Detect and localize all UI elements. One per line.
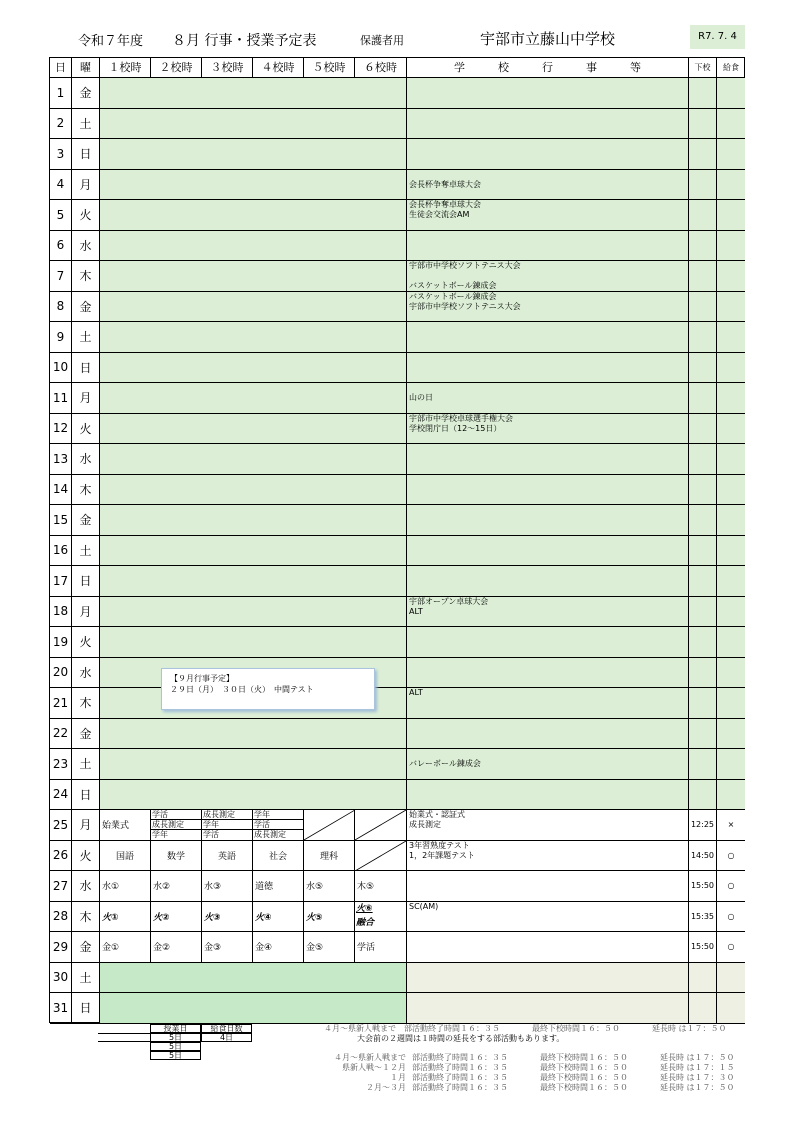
day-weekday: 木 xyxy=(72,261,100,292)
event-cell xyxy=(407,536,689,567)
lunch-mark: ○ xyxy=(717,932,745,963)
memo-body: ２９日（月） ３０日（火） 中間テスト xyxy=(170,685,314,694)
day-weekday: 金 xyxy=(72,292,100,323)
event-item: 会長杯争奪卓球大会 xyxy=(409,200,481,209)
lesson-area xyxy=(100,261,407,292)
day-number: 23 xyxy=(50,749,72,780)
lunch-mark xyxy=(717,780,745,811)
dismiss-time xyxy=(689,322,717,353)
lesson-area xyxy=(100,139,407,170)
day-weekday: 水 xyxy=(72,658,100,689)
event-cell xyxy=(407,566,689,597)
footer-lessons-value-3: 5日 xyxy=(150,1051,201,1060)
day-number: 14 xyxy=(50,475,72,506)
day-number: 10 xyxy=(50,353,72,384)
event-item: 宇部オープン卓球大会 xyxy=(409,596,489,606)
lesson-area xyxy=(100,475,407,506)
dismiss-time: 15:50 xyxy=(689,871,717,902)
event-cell xyxy=(407,383,689,414)
lunch-mark: ○ xyxy=(717,902,745,933)
period-sub-item: 成長測定 xyxy=(151,820,201,830)
period-1: 国語 xyxy=(100,841,151,872)
lunch-mark xyxy=(717,444,745,475)
dismiss-time xyxy=(689,353,717,384)
period-sub-item: 学年 xyxy=(152,830,168,839)
memo-box xyxy=(161,668,375,710)
header-day: 日 xyxy=(50,58,72,78)
lunch-mark xyxy=(717,231,745,262)
event-item: 宇部市中学校卓球選手権大会 xyxy=(409,413,513,423)
day-number: 4 xyxy=(50,170,72,201)
period-3: 水③ xyxy=(202,871,253,902)
dismiss-time xyxy=(689,414,717,445)
event-item: 宇部市中学校ソフトテニス大会 xyxy=(409,261,521,270)
event-item: 宇部市中学校ソフトテニス大会 xyxy=(409,301,521,311)
period-sub-item: 成長測定 xyxy=(202,810,252,820)
event-item xyxy=(409,383,686,393)
lunch-mark: ○ xyxy=(717,871,745,902)
lesson-area xyxy=(100,719,407,750)
day-weekday: 金 xyxy=(72,505,100,536)
lunch-mark xyxy=(717,566,745,597)
day-number: 8 xyxy=(50,292,72,323)
day-weekday: 木 xyxy=(72,688,100,719)
event-cell xyxy=(407,505,689,536)
day-number: 27 xyxy=(50,871,72,902)
dismiss-time: 12:25 xyxy=(689,810,717,841)
dismiss-time xyxy=(689,993,717,1024)
day-weekday: 月 xyxy=(72,810,100,841)
period-sub-item: 学活 xyxy=(253,820,303,830)
header-p6: ６校時 xyxy=(355,58,407,78)
event-cell xyxy=(407,871,689,902)
day-number: 29 xyxy=(50,932,72,963)
footer-rule xyxy=(98,1033,150,1042)
lunch-mark xyxy=(717,505,745,536)
dismiss-time: 15:35 xyxy=(689,902,717,933)
day-weekday: 土 xyxy=(72,749,100,780)
lesson-area xyxy=(100,414,407,445)
event-cell xyxy=(407,841,689,872)
lunch-mark xyxy=(717,322,745,353)
lunch-mark xyxy=(717,200,745,231)
dismiss-time xyxy=(689,658,717,689)
event-cell xyxy=(407,444,689,475)
lesson-area xyxy=(100,231,407,262)
day-weekday: 火 xyxy=(72,627,100,658)
day-weekday: 土 xyxy=(72,109,100,140)
period-1: 金① xyxy=(100,932,151,963)
event-cell xyxy=(407,627,689,658)
day-weekday: 日 xyxy=(72,780,100,811)
day-weekday: 木 xyxy=(72,475,100,506)
period-4: 金④ xyxy=(253,932,304,963)
event-cell xyxy=(407,658,689,689)
footer-time-4: 部活動終了時間１６：３５ 最終下校時間１６：５０ 延長時 は１７：５０ xyxy=(412,1083,735,1092)
dismiss-time xyxy=(689,963,717,994)
event-cell xyxy=(407,688,689,719)
dismiss-time xyxy=(689,231,717,262)
lesson-area xyxy=(100,383,407,414)
event-item: 1，2年課題テスト xyxy=(409,850,475,860)
day-number: 3 xyxy=(50,139,72,170)
header-p3: ３校時 xyxy=(202,58,253,78)
lunch-mark xyxy=(717,749,745,780)
dismiss-time xyxy=(689,78,717,109)
event-item: ALT xyxy=(409,606,423,616)
event-item: 成長測定 xyxy=(409,820,441,829)
event-cell xyxy=(407,963,689,994)
period-1: 火① xyxy=(100,902,151,933)
day-number: 6 xyxy=(50,231,72,262)
event-item: 山の日 xyxy=(409,393,433,402)
dismiss-time: 15:50 xyxy=(689,932,717,963)
day-number: 12 xyxy=(50,414,72,445)
lunch-mark xyxy=(717,658,745,689)
footer-period-3: １月 xyxy=(390,1073,406,1082)
footer-lessons-value: 5日 xyxy=(150,1033,201,1042)
blank-slash xyxy=(355,810,406,840)
dismiss-time xyxy=(689,566,717,597)
lesson-area xyxy=(100,292,407,323)
header-p4: ４校時 xyxy=(253,58,304,78)
event-cell xyxy=(407,109,689,140)
dismiss-time xyxy=(689,627,717,658)
period-5: 理科 xyxy=(304,841,355,872)
day-number: 9 xyxy=(50,322,72,353)
lesson-area xyxy=(100,566,407,597)
period-4: 火④ xyxy=(253,902,304,933)
lesson-area xyxy=(100,597,407,628)
lunch-mark xyxy=(717,597,745,628)
period-2 xyxy=(151,810,202,841)
event-cell xyxy=(407,200,689,231)
audience-label: 保護者用 xyxy=(360,34,404,47)
event-cell xyxy=(407,322,689,353)
day-number: 24 xyxy=(50,780,72,811)
footer-time-2: 部活動終了時間１６：３５ 最終下校時間１６：５０ 延長時 は１７：１５ xyxy=(412,1063,735,1072)
period-6 xyxy=(355,841,407,872)
event-item: 生徒会交流会AM xyxy=(409,210,470,219)
lunch-mark xyxy=(717,719,745,750)
footer-col-lessons: 授業日 xyxy=(150,1024,201,1033)
period-1: 水① xyxy=(100,871,151,902)
event-cell xyxy=(407,749,689,780)
header-p1: １校時 xyxy=(100,58,151,78)
period-4: 道徳 xyxy=(253,871,304,902)
school-name: 宇部市立藤山中学校 xyxy=(480,30,616,48)
day-number: 20 xyxy=(50,658,72,689)
period-sub-item: 学年 xyxy=(253,810,303,820)
period-3: 火③ xyxy=(202,902,253,933)
event-item: 会長杯争奪卓球大会 xyxy=(409,179,481,189)
period-sub-item: 成長測定 xyxy=(254,830,286,839)
event-cell xyxy=(407,475,689,506)
period-sub-item: 融合 xyxy=(356,917,375,928)
lunch-mark xyxy=(717,170,745,201)
footer-lessons-value-2: 5日 xyxy=(150,1042,201,1051)
period-1: 始業式 xyxy=(100,810,151,841)
header-events: 学 校 行 事 等 xyxy=(407,58,689,78)
header-lunch: 給食 xyxy=(717,58,745,78)
period-5: 火⑤ xyxy=(304,902,355,933)
lunch-mark xyxy=(717,292,745,323)
lesson-area xyxy=(100,109,407,140)
day-number: 31 xyxy=(50,993,72,1024)
dismiss-time xyxy=(689,200,717,231)
event-cell xyxy=(407,170,689,201)
period-4: 社会 xyxy=(253,841,304,872)
day-weekday: 金 xyxy=(72,719,100,750)
dismiss-time xyxy=(689,688,717,719)
lesson-area xyxy=(100,353,407,384)
schedule-table xyxy=(49,57,745,1023)
footer-col-lunch: 給食日数 xyxy=(201,1024,252,1033)
event-cell xyxy=(407,78,689,109)
lunch-mark xyxy=(717,383,745,414)
day-number: 13 xyxy=(50,444,72,475)
dismiss-time xyxy=(689,292,717,323)
dismiss-time xyxy=(689,505,717,536)
lesson-area xyxy=(100,444,407,475)
event-item: バスケットボール錬成会 xyxy=(409,291,497,301)
period-sub-item: 学活 xyxy=(203,830,219,839)
fiscal-year: 令和７年度 xyxy=(78,34,144,49)
header-p5: ５校時 xyxy=(304,58,355,78)
lunch-mark xyxy=(717,536,745,567)
lunch-mark: × xyxy=(717,810,745,841)
lunch-mark: ○ xyxy=(717,841,745,872)
lunch-mark xyxy=(717,353,745,384)
day-number: 16 xyxy=(50,536,72,567)
period-2: 火② xyxy=(151,902,202,933)
blank-slash xyxy=(355,841,406,871)
day-number: 28 xyxy=(50,902,72,933)
day-weekday: 土 xyxy=(72,963,100,994)
period-3: 金③ xyxy=(202,932,253,963)
day-weekday: 日 xyxy=(72,139,100,170)
event-cell xyxy=(407,597,689,628)
day-number: 1 xyxy=(50,78,72,109)
dismiss-time xyxy=(689,261,717,292)
lunch-mark xyxy=(717,688,745,719)
period-sub-item: 学活 xyxy=(151,810,201,820)
footer-period-1: ４月～県新人戦まで xyxy=(334,1053,406,1062)
blank-slash xyxy=(304,810,355,840)
day-weekday: 月 xyxy=(72,170,100,201)
period-5: 金⑤ xyxy=(304,932,355,963)
day-weekday: 水 xyxy=(72,444,100,475)
event-item: バスケットボール錬成会 xyxy=(409,281,497,290)
header-dismiss: 下校 xyxy=(689,58,717,78)
lunch-mark xyxy=(717,475,745,506)
revision-date: R7. 7. 4 xyxy=(690,25,745,49)
period-6: 学活 xyxy=(355,932,407,963)
header-weekday: 曜 xyxy=(72,58,100,78)
lesson-area xyxy=(100,749,407,780)
event-cell xyxy=(407,414,689,445)
footer-period-2: 県新人戦～１２月 xyxy=(342,1063,406,1072)
day-weekday: 水 xyxy=(72,231,100,262)
memo-title: 【９月行事予定】 xyxy=(170,674,234,683)
lunch-mark xyxy=(717,627,745,658)
lesson-area xyxy=(100,993,407,1024)
event-item xyxy=(409,271,686,281)
period-2: 数学 xyxy=(151,841,202,872)
lesson-area xyxy=(100,505,407,536)
day-weekday: 水 xyxy=(72,871,100,902)
lesson-area xyxy=(100,627,407,658)
event-item xyxy=(409,749,686,759)
header-p2: ２校時 xyxy=(151,58,202,78)
day-number: 19 xyxy=(50,627,72,658)
event-cell xyxy=(407,719,689,750)
event-item: 始業式・認証式 xyxy=(409,810,465,819)
lunch-mark xyxy=(717,261,745,292)
event-cell xyxy=(407,810,689,841)
day-weekday: 日 xyxy=(72,353,100,384)
period-6 xyxy=(355,810,407,841)
lunch-mark xyxy=(717,993,745,1024)
day-number: 30 xyxy=(50,963,72,994)
day-weekday: 金 xyxy=(72,932,100,963)
day-number: 25 xyxy=(50,810,72,841)
lesson-area xyxy=(100,200,407,231)
event-cell xyxy=(407,139,689,170)
event-cell xyxy=(407,261,689,292)
day-weekday: 火 xyxy=(72,841,100,872)
day-number: 15 xyxy=(50,505,72,536)
event-item: 3年習熟度テスト xyxy=(409,840,470,850)
dismiss-time xyxy=(689,444,717,475)
day-weekday: 月 xyxy=(72,597,100,628)
dismiss-time xyxy=(689,780,717,811)
day-number: 21 xyxy=(50,688,72,719)
lunch-mark xyxy=(717,139,745,170)
period-2: 水② xyxy=(151,871,202,902)
dismiss-time xyxy=(689,109,717,140)
dismiss-time xyxy=(689,170,717,201)
event-cell xyxy=(407,780,689,811)
dismiss-time xyxy=(689,536,717,567)
day-weekday: 火 xyxy=(72,414,100,445)
period-6 xyxy=(355,902,407,933)
event-item: バレーボール錬成会 xyxy=(409,759,481,768)
dismiss-time xyxy=(689,749,717,780)
lunch-mark xyxy=(717,414,745,445)
dismiss-time xyxy=(689,597,717,628)
day-weekday: 日 xyxy=(72,993,100,1024)
event-cell xyxy=(407,993,689,1024)
day-number: 22 xyxy=(50,719,72,750)
event-item xyxy=(409,170,686,180)
period-sub-item: 学年 xyxy=(202,820,252,830)
day-number: 18 xyxy=(50,597,72,628)
dismiss-time xyxy=(689,475,717,506)
period-5: 水⑤ xyxy=(304,871,355,902)
period-3 xyxy=(202,810,253,841)
event-item: SC(AM) xyxy=(409,901,439,911)
day-weekday: 火 xyxy=(72,200,100,231)
day-number: 11 xyxy=(50,383,72,414)
lesson-area xyxy=(100,78,407,109)
footer-club-line-0: ４月～県新人戦まで 部活動終了時間１６：３５ 最終下校時間１６：５０ 延長時 は１７：５０ xyxy=(324,1024,727,1033)
footer-time-3: 部活動終了時間１６：３５ 最終下校時間１６：５０ 延長時 は１７：３０ xyxy=(412,1073,735,1082)
lunch-mark xyxy=(717,78,745,109)
event-cell xyxy=(407,902,689,933)
footer-lunch-value: 4日 xyxy=(201,1033,252,1042)
day-number: 5 xyxy=(50,200,72,231)
day-weekday: 月 xyxy=(72,383,100,414)
period-5 xyxy=(304,810,355,841)
event-item: 学校閉庁日（12～15日） xyxy=(409,423,502,433)
period-3: 英語 xyxy=(202,841,253,872)
lunch-mark xyxy=(717,109,745,140)
day-number: 7 xyxy=(50,261,72,292)
event-cell xyxy=(407,292,689,323)
event-cell xyxy=(407,353,689,384)
page-title: ８月 行事・授業予定表 xyxy=(172,33,317,49)
day-weekday: 日 xyxy=(72,566,100,597)
period-6: 木⑤ xyxy=(355,871,407,902)
day-weekday: 土 xyxy=(72,536,100,567)
event-cell xyxy=(407,932,689,963)
event-cell xyxy=(407,231,689,262)
dismiss-time: 14:50 xyxy=(689,841,717,872)
day-number: 17 xyxy=(50,566,72,597)
day-number: 26 xyxy=(50,841,72,872)
dismiss-time xyxy=(689,139,717,170)
dismiss-time xyxy=(689,383,717,414)
lesson-area xyxy=(100,780,407,811)
day-weekday: 木 xyxy=(72,902,100,933)
period-sub-item: 火⑥ xyxy=(356,903,373,914)
footer-period-4: ２月～３月 xyxy=(366,1083,406,1092)
footer-time-1: 部活動終了時間１６：３５ 最終下校時間１６：５０ 延長時 は１７：５０ xyxy=(412,1053,735,1062)
lesson-area xyxy=(100,170,407,201)
dismiss-time xyxy=(689,719,717,750)
day-weekday: 金 xyxy=(72,78,100,109)
period-4 xyxy=(253,810,304,841)
event-item: ALT xyxy=(409,688,423,697)
day-weekday: 土 xyxy=(72,322,100,353)
period-2: 金② xyxy=(151,932,202,963)
lesson-area xyxy=(100,322,407,353)
day-number: 2 xyxy=(50,109,72,140)
lesson-area xyxy=(100,963,407,994)
footer-note: 大会前の２週間は１時間の延長をする部活動もあります。 xyxy=(357,1034,565,1043)
lunch-mark xyxy=(717,963,745,994)
lesson-area xyxy=(100,536,407,567)
